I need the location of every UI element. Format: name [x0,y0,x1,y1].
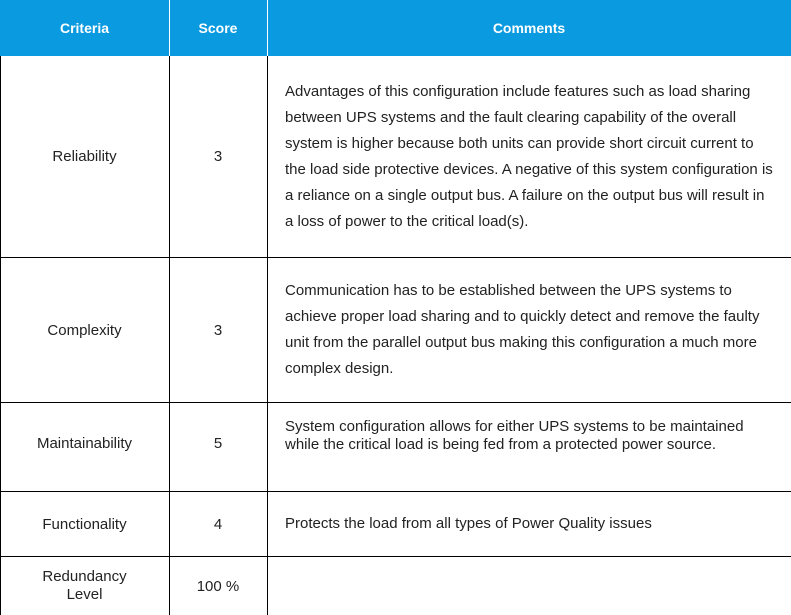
header-divider [169,0,170,56]
criteria-cell: Redundancy Level [42,568,127,603]
criteria-cell: Maintainability [36,434,133,452]
score-cell: 3 [213,148,223,165]
criteria-cell: Complexity [47,321,122,339]
comment-cell [285,557,775,615]
criteria-cell: Reliability [52,148,117,165]
header-score: Score [169,0,267,56]
header-divider [267,0,268,56]
criteria-cell: Functionality [42,515,127,533]
comment-cell: Communication has to be established between the UPS systems to achieve proper load sharing and to quickly detect and remove the faulty unit from the parallel output bus making this configuration a much more complex design. [285,282,760,377]
score-cell: 4 [213,515,223,533]
score-cell: 3 [213,321,223,339]
score-cell: 5 [213,434,223,452]
comment-cell: Advantages of this configuration include features such as load sharing between UPS systems and the fault clearing capability of the overall system is higher because both units can provide short circuit current to the load side protective devices. A negative of this system configuration is a reliance on a single output bus. A failure on the output bus will result in a loss of power to the critical load(s). [285,82,773,230]
score-cell: 100 % [196,577,240,595]
column-border [267,56,268,615]
header-criteria: Criteria [0,0,169,56]
header-comments: Comments [267,0,791,56]
comment-cell: System configuration allows for either UPS systems to be maintained while the critical load is being fed from a protected power source. [285,418,744,453]
comment-cell: Protects the load from all types of Power Quality issues [285,515,652,532]
